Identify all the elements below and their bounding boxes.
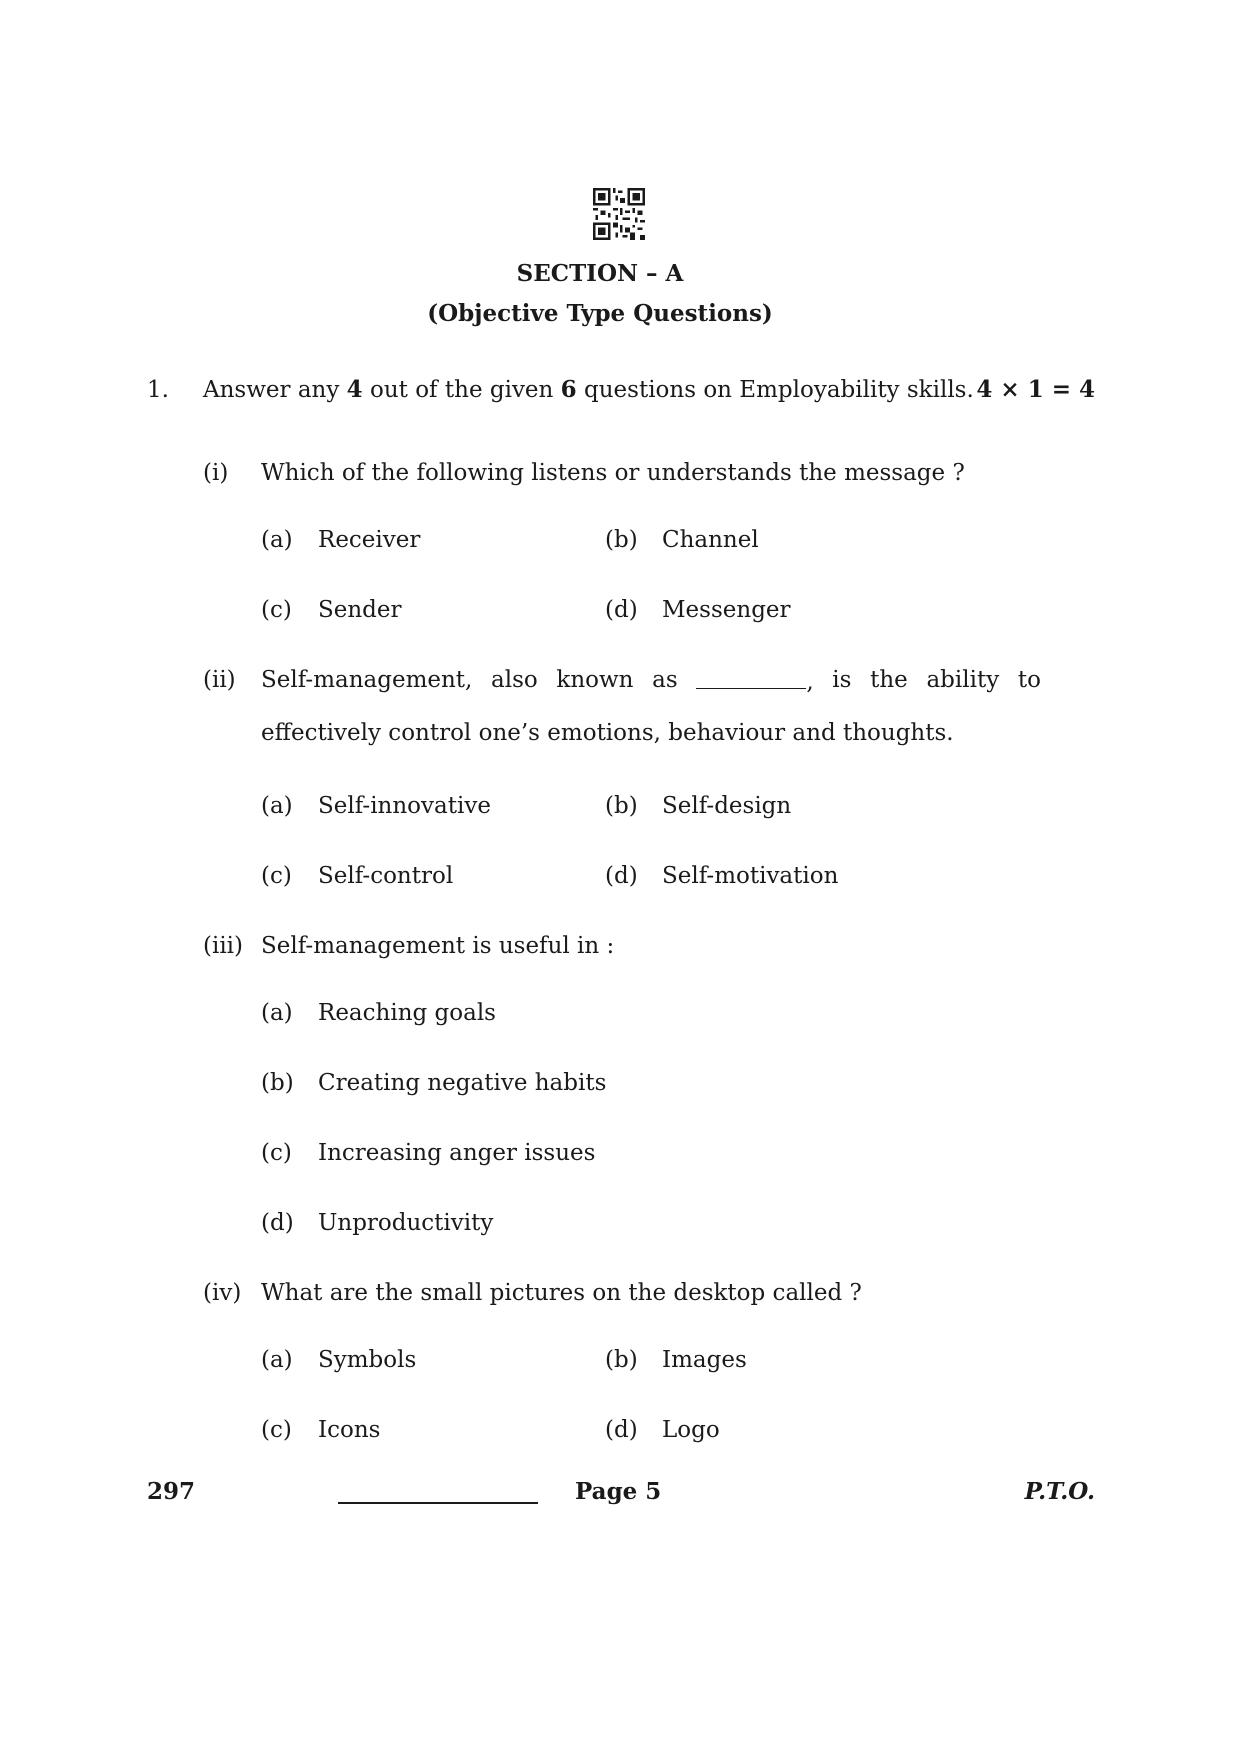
option-text: Symbols — [318, 1347, 417, 1373]
option-label: (b) — [261, 1070, 294, 1096]
option-label: (a) — [261, 793, 293, 819]
paper-code: 297 — [147, 1478, 196, 1505]
pto-label: P.T.O. — [1024, 1478, 1095, 1505]
page-number: Page 5 — [575, 1478, 662, 1505]
question-number: 1. — [147, 377, 169, 403]
option-label: (c) — [261, 1140, 292, 1166]
option-label: (b) — [605, 793, 638, 819]
option-label: (d) — [605, 1417, 638, 1443]
option-label: (b) — [605, 1347, 638, 1373]
subquestion-text: Self-management is useful in : — [261, 933, 615, 959]
subquestion-text-line2: effectively control one’s emotions, behaviour and thoughts. — [261, 720, 954, 746]
section-title: SECTION – A — [516, 260, 684, 287]
option-text: Unproductivity — [318, 1210, 494, 1236]
option-label: (a) — [261, 527, 293, 553]
option-text: Icons — [318, 1417, 381, 1443]
option-label: (a) — [261, 1347, 293, 1373]
option-label: (d) — [261, 1210, 294, 1236]
option-text: Logo — [662, 1417, 720, 1443]
option-text: Increasing anger issues — [318, 1140, 596, 1166]
subquestion-number: (ii) — [203, 667, 236, 693]
option-label: (d) — [605, 597, 638, 623]
option-label: (c) — [261, 597, 292, 623]
subquestion-number: (iv) — [203, 1280, 242, 1306]
section-subtitle: (Objective Type Questions) — [427, 300, 773, 327]
option-text: Creating negative habits — [318, 1070, 607, 1096]
option-text: Self-motivation — [662, 863, 839, 889]
question-marks: 4 × 1 = 4 — [976, 376, 1095, 403]
qr-code-icon — [593, 188, 645, 240]
option-text: Images — [662, 1347, 747, 1373]
option-text: Receiver — [318, 527, 421, 553]
option-text: Self-design — [662, 793, 792, 819]
option-text: Channel — [662, 527, 759, 553]
subquestion-text: Which of the following listens or understands the message ? — [261, 460, 965, 486]
subquestion-number: (iii) — [203, 933, 244, 959]
option-text: Self-control — [318, 863, 454, 889]
footer-rule — [338, 1502, 538, 1504]
option-label: (b) — [605, 527, 638, 553]
subquestion-text: What are the small pictures on the desktop called ? — [261, 1280, 862, 1306]
option-label: (c) — [261, 863, 292, 889]
subquestion-text-line1: Self-management, also known as , is the ability to — [261, 667, 1041, 695]
option-label: (d) — [605, 863, 638, 889]
option-text: Reaching goals — [318, 1000, 496, 1026]
option-label: (c) — [261, 1417, 292, 1443]
question-text: Answer any 4 out of the given 6 questions on Employability skills. — [203, 376, 974, 403]
subquestion-number: (i) — [203, 460, 229, 486]
option-label: (a) — [261, 1000, 293, 1026]
option-text: Self-innovative — [318, 793, 491, 819]
answer-blank — [696, 666, 806, 689]
option-text: Messenger — [662, 597, 791, 623]
option-text: Sender — [318, 597, 402, 623]
